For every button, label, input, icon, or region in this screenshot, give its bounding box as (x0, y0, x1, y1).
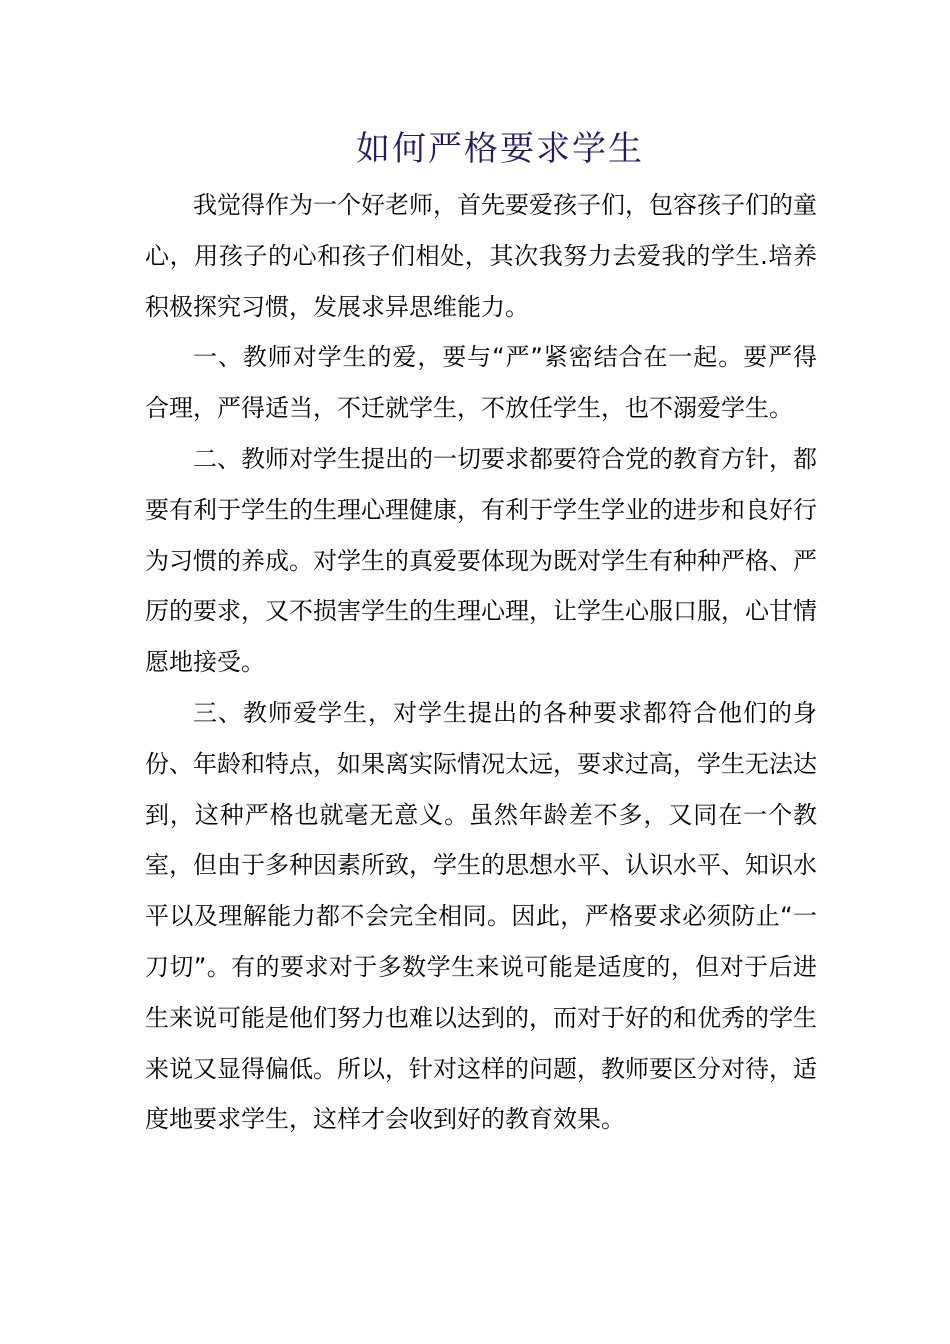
document-body (145, 180, 817, 1145)
paragraph-point-three: 三、教师爱学生，对学生提出的各种要求都符合他们的身份、年龄和特点，如果离实际情况太远，要求过高，学生无法达到，这种严格也就毫无意义。虽然年龄差不多，又同在一个教室，但由于多种因素所致，学生的思想水平、认识水平、知识水平以及理解能力都不会完全相同。因此，严格要求必须防止“一刀切”。有的要求对于多数学生来说可能是适度的，但对于后进生来说可能是他们努力也难以达到的，而对于好的和优秀的学生来说又显得偏低。所以，针对这样的问题，教师要区分对待，适度地要求学生，这样才会收到好的教育效果。 (145, 698, 817, 1134)
document-title: 如何严格要求学生 (356, 129, 644, 169)
paragraph-intro: 我觉得作为一个好老师，首先要爱孩子们，包容孩子们的童心，用孩子的心和孩子们相处，其次我努力去爱我的学生.培养积极探究习惯，发展求异思维能力。 (145, 191, 817, 321)
paragraph-point-one: 一、教师对学生的爱，要与“严”紧密结合在一起。要严得合理，严得适当，不迁就学生，不放任学生，也不溺爱学生。 (145, 343, 817, 423)
paragraph-point-two: 二、教师对学生提出的一切要求都要符合党的教育方针，都要有利于学生的生理心理健康，有利于学生学业的进步和良好行为习惯的养成。对学生的真爱要体现为既对学生有种种严格、严厉的要求，又不损害学生的生理心理，让学生心服口服，心甘情愿地接受。 (145, 444, 817, 677)
